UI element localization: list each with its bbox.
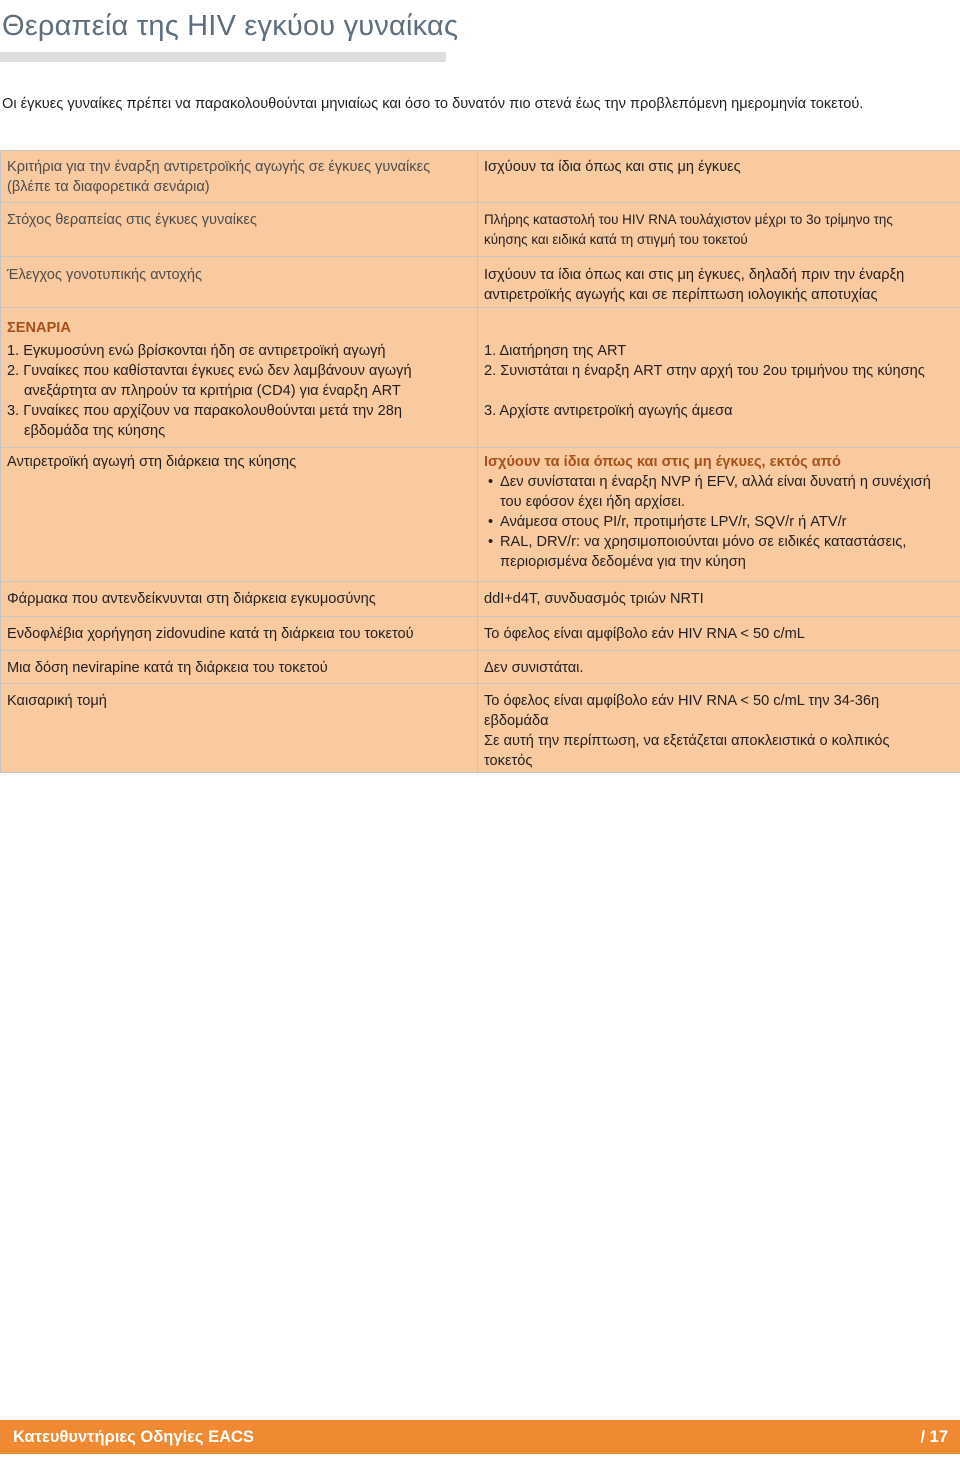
scenarios-label-cell: ΣΕΝΑΡΙΑ 1. Εγκυμοσύνη ενώ βρίσκονται ήδη σε αντιρετροϊκή αγωγή 2. Γυναίκες που καθίστανται έγκυες ενώ δεν λαμβάνουν αγωγή ανεξάρτητα αν πληρούν τα κριτήρια (CD4) για έναρξη ART 3. Γυναίκες που αρχίζουν να παρακολουθούνται μετά την 28η εβδομάδα της κύησης [1, 308, 478, 448]
nvp-value-cell: Δεν συνιστάται. [478, 651, 960, 684]
art-label-cell: Αντιρετροϊκή αγωγή στη διάρκεια της κύησης [1, 448, 478, 582]
resistance-value-cell: Ισχύουν τα ίδια όπως και στις μη έγκυες, δηλαδή πριν την έναρξη αντιρετροϊκής αγωγής και σε περίπτωση ιολογικής αποτυχίας [478, 257, 960, 308]
table-row-goal [1, 203, 960, 257]
footer-title: Κατευθυντήριες Οδηγίες EACS [13, 1428, 254, 1446]
cs-label-cell: Καισαρική τομή [1, 684, 478, 773]
table-row-contraindicated [1, 582, 960, 617]
art-value-cell [478, 448, 960, 582]
scenarios-heading: ΣΕΝΑΡΙΑ [7, 320, 71, 336]
page-number: / 17 [920, 1428, 948, 1446]
table-row-zidovudine [1, 617, 960, 651]
zdv-label-cell: Ενδοφλέβια χορήγηση zidovudine κατά τη διάρκεια του τοκετού [1, 617, 478, 651]
nvp-label-cell: Μια δόση nevirapine κατά τη διάρκεια του τοκετού [1, 651, 478, 684]
table-row-resistance [1, 257, 960, 308]
list-item: • RAL, DRV/r: να χρησιμοποιούνται μόνο σε ειδικές καταστάσεις, περιορισμένα δεδομένα για την κύηση [484, 532, 954, 572]
title-underline-bar [0, 52, 446, 62]
page-footer [0, 1420, 960, 1454]
goal-value-cell: Πλήρης καταστολή του HIV RNA τουλάχιστον μέχρι το 3ο τρίμηνο της κύησης και ειδικά κατά τη στιγμή του τοκετού [478, 203, 960, 257]
criteria-value-cell: Ισχύουν τα ίδια όπως και στις μη έγκυες [478, 151, 960, 203]
table-row-scenarios [1, 308, 960, 448]
table-row-caesarean [1, 684, 960, 773]
scenarios-value-cell: 1. Διατήρηση της ART 2. Συνιστάται η έναρξη ART στην αρχή του 2ου τριμήνου της κύησης 3. Αρχίστε αντιρετροϊκή αγωγής άμεσα [478, 308, 960, 448]
table-row-nevirapine [1, 651, 960, 684]
art-heading: Ισχύουν τα ίδια όπως και στις μη έγκυες, εκτός από [484, 454, 841, 470]
list-item: • Δεν συνίσταται η έναρξη NVP ή EFV, αλλά είναι δυνατή η συνέχισή του εφόσον έχει ήδη αρχίσει. [484, 472, 954, 512]
page-title: Θεραπεία της HIV εγκύου γυναίκας [2, 10, 459, 42]
goal-label-cell: Στόχος θεραπείας στις έγκυες γυναίκες [1, 203, 478, 257]
list-item: • Ανάμεσα στους PI/r, προτιμήστε LPV/r, SQV/r ή ATV/r [484, 512, 954, 532]
contra-label-cell: Φάρμακα που αντενδείκνυνται στη διάρκεια εγκυμοσύνης [1, 582, 478, 617]
criteria-label-cell: Κριτήρια για την έναρξη αντιρετροϊκής αγωγής σε έγκυες γυναίκες (βλέπε τα διαφορετικά σενάρια) [1, 151, 478, 203]
guidelines-table [0, 150, 960, 773]
cs-value-cell: Το όφελος είναι αμφίβολο εάν HIV RNA < 50 c/mL την 34-36η εβδομάδα Σε αυτή την περίπτωση, να εξετάζεται αποκλειστικά ο κολπικός τοκετός [478, 684, 960, 773]
table-row-art [1, 448, 960, 582]
zdv-value-cell: Το όφελος είναι αμφίβολο εάν HIV RNA < 50 c/mL [478, 617, 960, 651]
resistance-label-cell: Έλεγχος γονοτυπικής αντοχής [1, 257, 478, 308]
table-row-criteria [1, 151, 960, 203]
contra-value-cell: ddI+d4T, συνδυασμός τριών NRTI [478, 582, 960, 617]
intro-text: Οι έγκυες γυναίκες πρέπει να παρακολουθούνται μηνιαίως και όσο το δυνατόν πιο στενά έως την προβλεπόμενη ημερομηνία τοκετού. [2, 96, 864, 112]
